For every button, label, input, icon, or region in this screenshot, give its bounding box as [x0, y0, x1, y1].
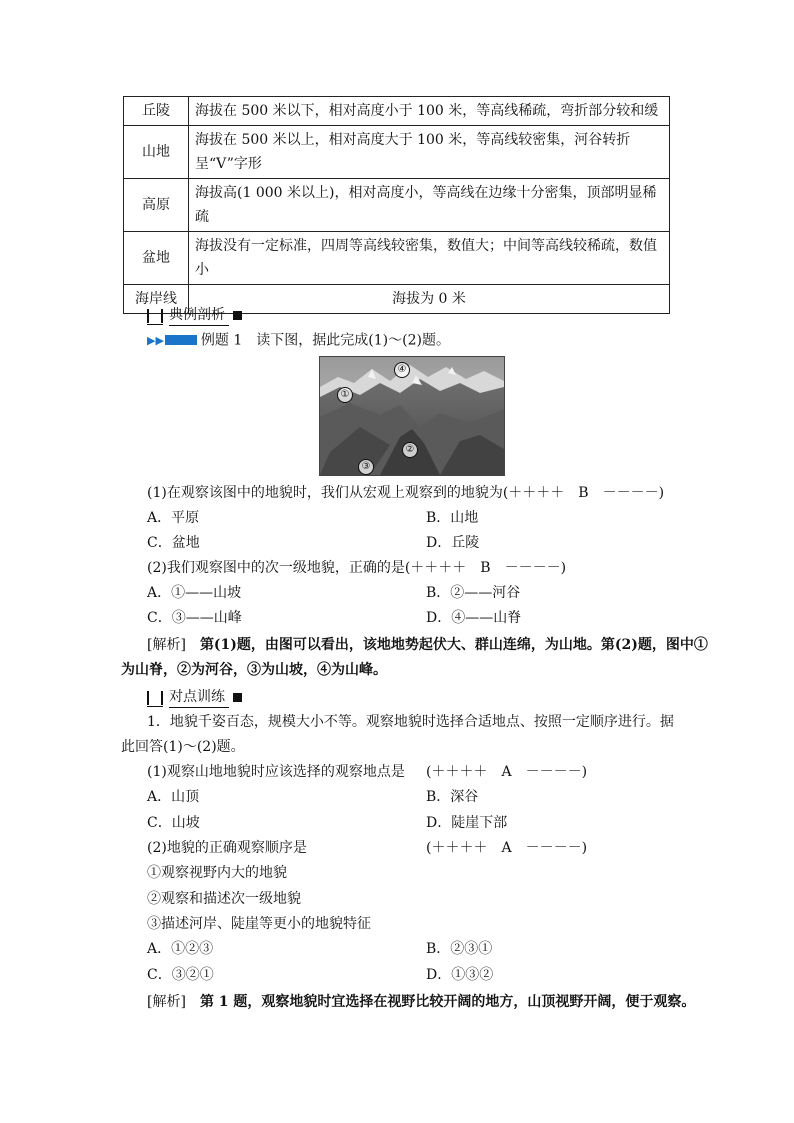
option-c: C．③②①: [147, 967, 214, 983]
table-cell-desc: 海拔高(1 000 米以上)，相对高度小，等高线在边缘十分密集，顶部明显稀疏: [189, 179, 670, 232]
table-row: [124, 97, 670, 126]
analysis-tag: [解析]: [147, 994, 186, 1010]
square-icon: [233, 693, 242, 702]
training-q2-answer: (＋＋＋＋ A －－－－): [426, 840, 588, 856]
option-a: A．山顶: [147, 789, 200, 805]
section-title: 对点训练: [169, 687, 229, 708]
table-cell-desc: 海拔在 500 米以下，相对高度小于 100 米，等高线稀疏，弯折部分较和缓: [189, 97, 670, 126]
training-analysis: [147, 992, 695, 1012]
option-b: B．②③①: [426, 941, 493, 957]
landform-table: [123, 96, 670, 314]
table-row: [124, 126, 670, 179]
table-cell-desc: 海拔在 500 米以上，相对高度大于 100 米，等高线较密集，河谷转折呈“V”字形: [189, 126, 670, 179]
example-label: 例题 1: [200, 332, 243, 349]
table-cell-name: 丘陵: [124, 97, 189, 126]
marker-2: ②: [402, 442, 418, 458]
section-bars-icon: [147, 691, 163, 705]
section-heading-example: [147, 305, 242, 326]
marker-3: ③: [358, 459, 374, 475]
option-d: D．丘陵: [426, 535, 480, 551]
option-d: D．①③②: [426, 967, 494, 983]
analysis-text: 第(1)题，由图可以看出，该地地势起伏大、群山连绵，为山地。第(2)题，图中①: [199, 637, 708, 653]
option-b: B．深谷: [426, 789, 479, 805]
table-row: [124, 179, 670, 232]
option-c: C．山坡: [147, 815, 200, 831]
list-item: ②观察和描述次一级地貌: [147, 891, 301, 907]
table-cell-desc: 海拔为 0 米: [189, 285, 670, 314]
option-b: B．②——河谷: [426, 585, 521, 601]
section-title: 典例剖析: [169, 305, 229, 326]
table-row: [124, 232, 670, 285]
square-icon: [233, 311, 242, 320]
training-q1-answer: (＋＋＋＋ A －－－－): [426, 764, 588, 780]
training-q1-stem: (1)观察山地地貌时应该选择的观察地点是: [147, 764, 405, 780]
analysis-tag: [解析]: [147, 637, 186, 653]
option-a: A．平原: [147, 510, 200, 526]
training-intro-line1: 1．地貌千姿百态，规模大小不等。观察地貌时选择合适地点、按照一定顺序进行。据: [147, 714, 674, 730]
option-c: C．盆地: [147, 535, 200, 551]
list-item: ③描述河岸、陡崖等更小的地貌特征: [147, 916, 371, 932]
list-item: ①观察视野内大的地貌: [147, 865, 287, 881]
mountain-photo: [319, 356, 505, 476]
example-analysis-line2: 为山脊，②为河谷，③为山坡，④为山峰。: [121, 662, 387, 678]
analysis-text: 第 1 题，观察地貌时宜选择在视野比较开阔的地方，山顶视野开阔，便于观察。: [199, 994, 696, 1010]
table-cell-name: 高原: [124, 179, 189, 232]
marker-1: ①: [337, 387, 353, 403]
table-cell-desc: 海拔没有一定标准，四周等高线较密集，数值大；中间等高线较稀疏，数值小: [189, 232, 670, 285]
option-d: D．陡崖下部: [426, 815, 508, 831]
example-text: 读下图，据此完成(1)～(2)题。: [256, 332, 450, 349]
example-q1-stem: (1)在观察该图中的地貌时，我们从宏观上观察到的地貌为(＋＋＋＋ B －－－－): [147, 485, 665, 501]
table-cell-name: 盆地: [124, 232, 189, 285]
section-heading-training: [147, 687, 242, 708]
option-a: A．①②③: [147, 941, 214, 957]
example-analysis-line1: [147, 635, 708, 655]
example-q2-stem: (2)我们观察图中的次一级地貌，正确的是(＋＋＋＋ B －－－－): [147, 560, 567, 576]
option-a: A．①——山坡: [147, 585, 242, 601]
option-b: B．山地: [426, 510, 479, 526]
option-d: D．④——山脊: [426, 610, 522, 626]
section-bars-icon: [147, 309, 163, 323]
example-flag-icon: ▶▶: [147, 330, 201, 351]
training-intro-line2: 此回答(1)～(2)题。: [121, 739, 245, 755]
table-cell-name: 海岸线: [124, 285, 189, 314]
training-q2-stem: (2)地貌的正确观察顺序是: [147, 840, 307, 856]
marker-4: ④: [394, 362, 410, 378]
table-cell-name: 山地: [124, 126, 189, 179]
option-c: C．③——山峰: [147, 610, 242, 626]
example-heading: [147, 330, 450, 351]
